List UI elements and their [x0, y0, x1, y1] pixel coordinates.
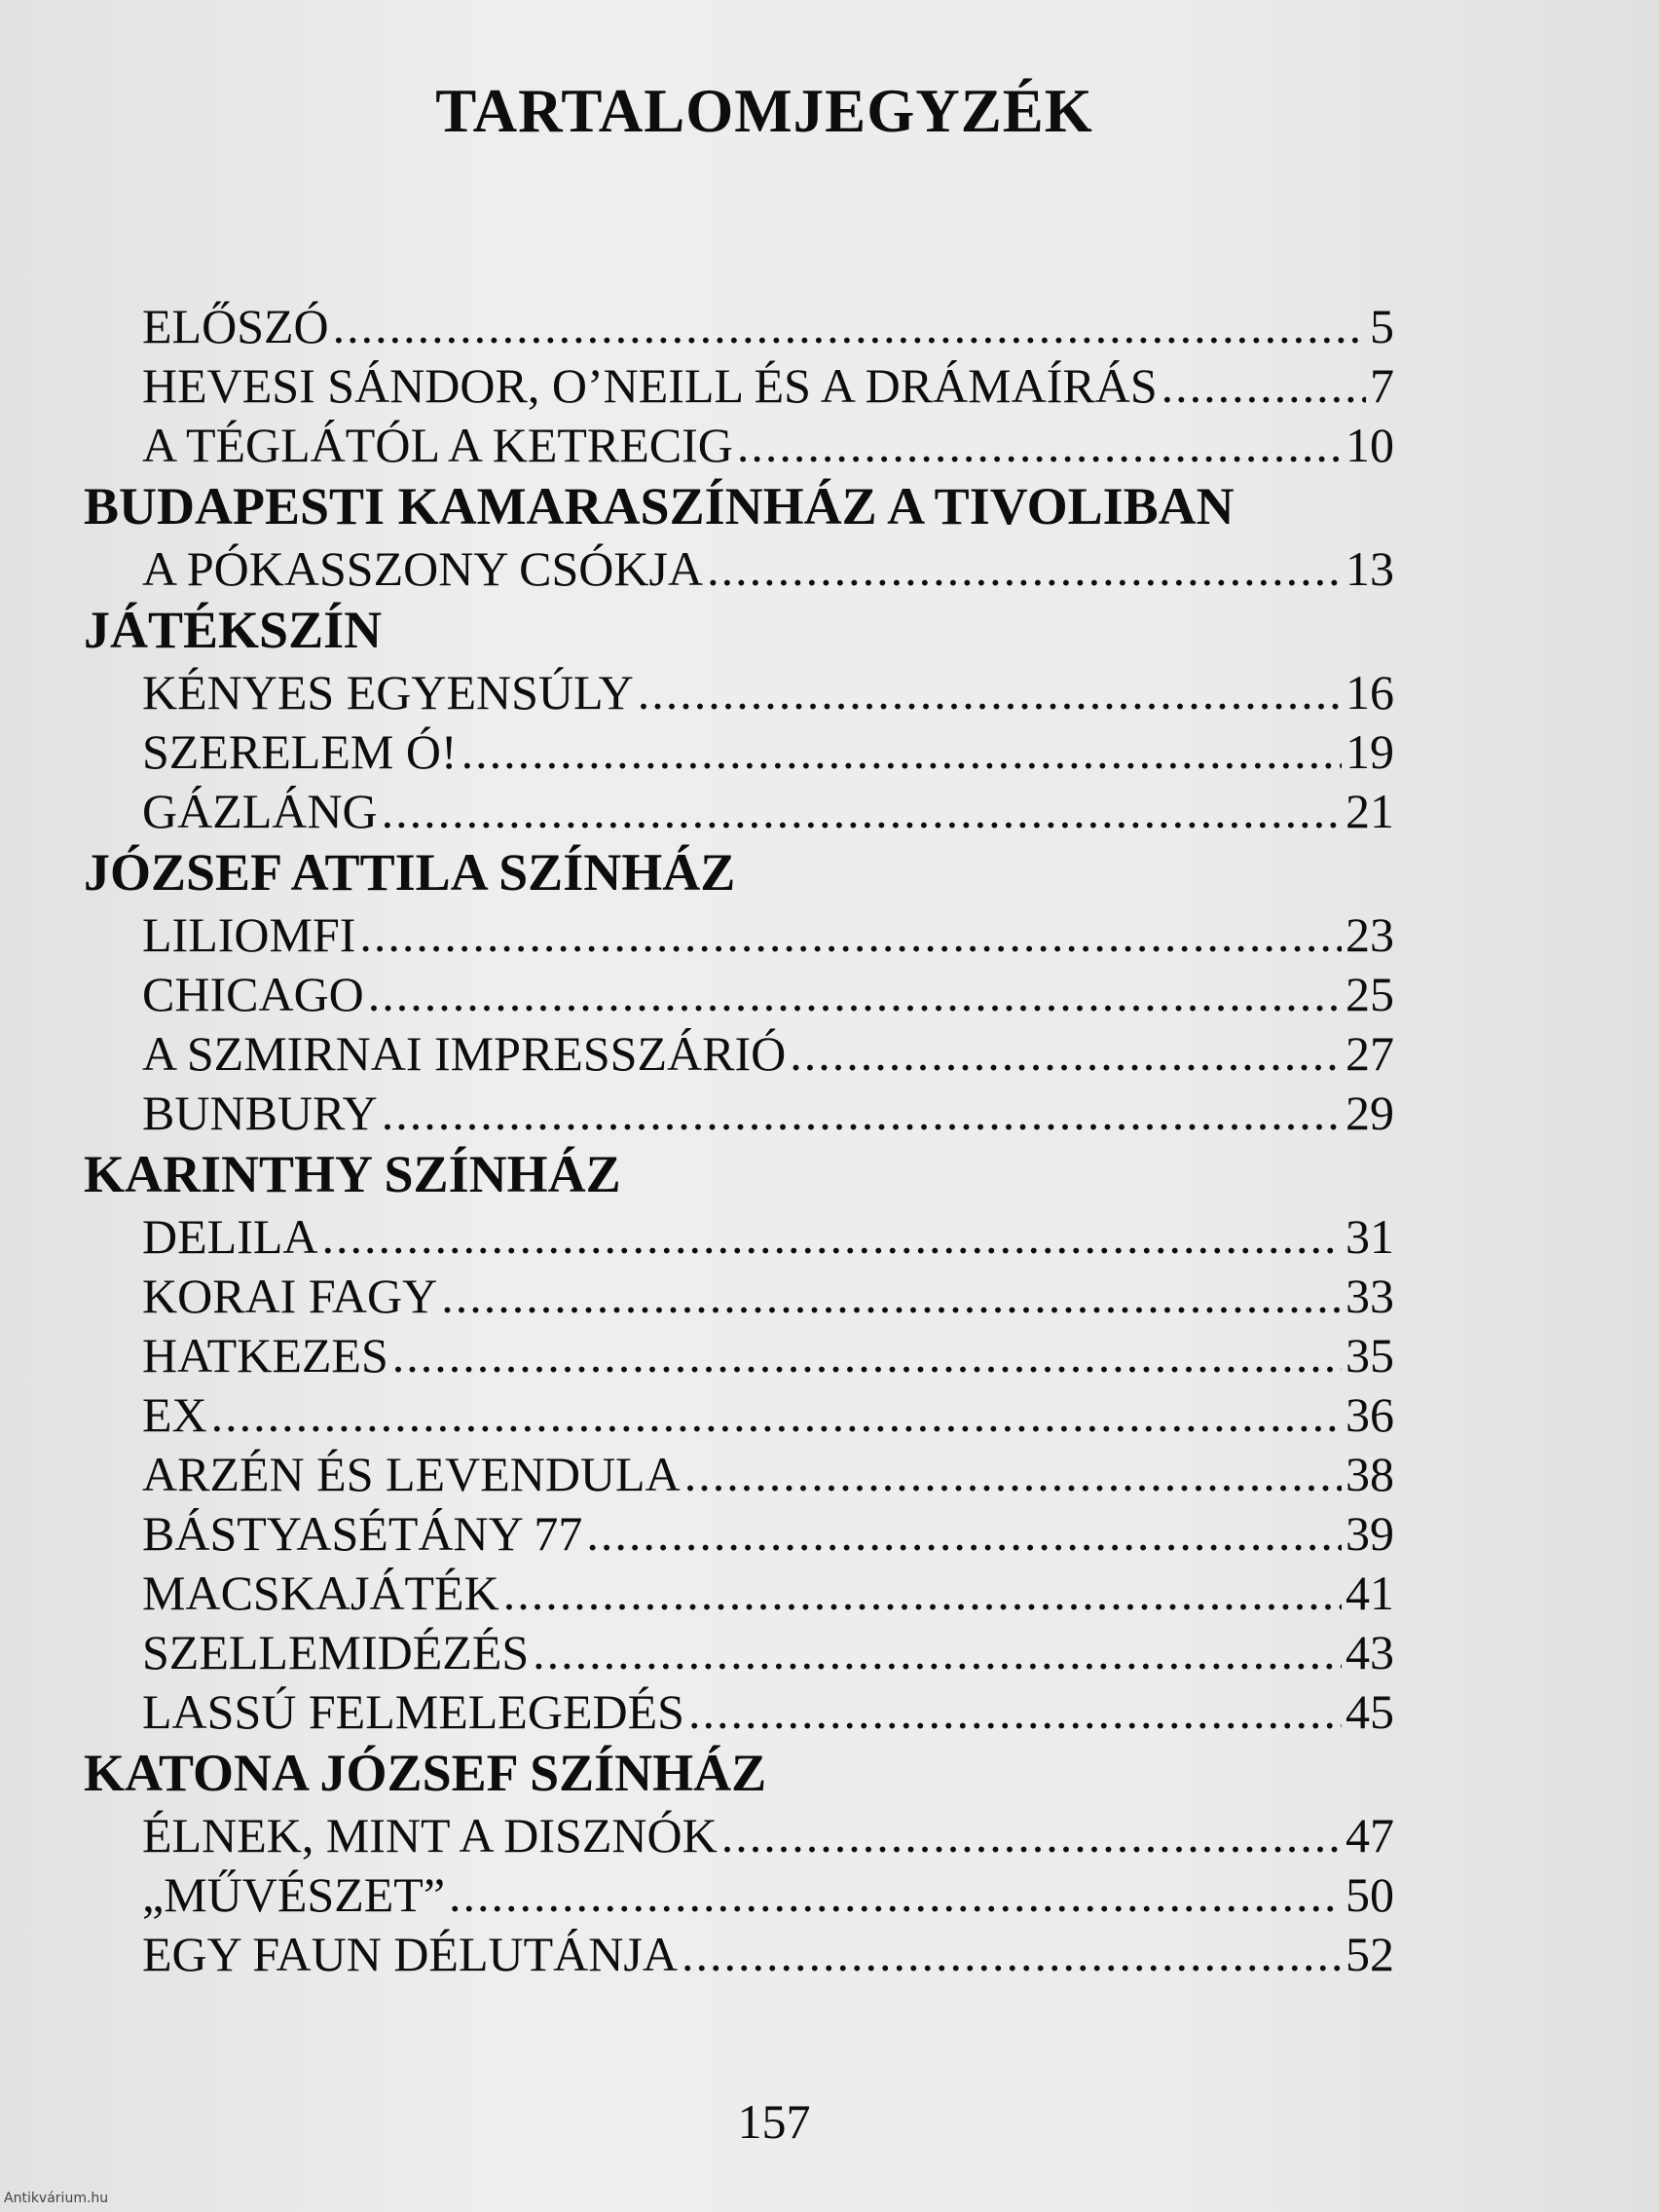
entry-page-number: 36: [1346, 1387, 1394, 1442]
section-title: BUDAPESTI KAMARASZÍNHÁZ A TIVOLIBAN: [84, 477, 1235, 535]
toc-section-heading: [84, 1144, 1394, 1208]
dot-leader: [638, 664, 1342, 720]
toc-entry: [84, 1386, 1394, 1446]
dot-leader: [737, 417, 1342, 473]
entry-page-number: 29: [1346, 1086, 1394, 1140]
entry-page-number: 5: [1370, 299, 1394, 353]
section-title: KARINTHY SZÍNHÁZ: [84, 1145, 621, 1203]
dot-leader: [461, 723, 1342, 780]
entry-page-number: 45: [1346, 1684, 1394, 1739]
toc-entry: [84, 723, 1394, 783]
toc-entry: [84, 966, 1394, 1025]
section-title: JÁTÉKSZÍN: [84, 601, 383, 659]
toc-entry: [84, 664, 1394, 723]
entry-page-number: 31: [1346, 1209, 1394, 1264]
dot-leader: [1161, 357, 1366, 414]
dot-leader: [503, 1565, 1342, 1621]
toc-section-heading: [84, 600, 1394, 664]
entry-title: GÁZLÁNG: [142, 784, 378, 838]
toc-entry: [84, 1327, 1394, 1386]
entry-title: EGY FAUN DÉLUTÁNJA: [142, 1927, 678, 1981]
toc-entry: [84, 1624, 1394, 1683]
entry-title: BUNBURY: [142, 1086, 378, 1140]
entry-page-number: 19: [1346, 724, 1394, 779]
dot-leader: [721, 1807, 1342, 1863]
section-title: JÓZSEF ATTILA SZÍNHÁZ: [84, 843, 736, 902]
section-title: KATONA JÓZSEF SZÍNHÁZ: [84, 1744, 767, 1802]
dot-leader: [322, 1208, 1343, 1265]
dot-leader: [586, 1505, 1342, 1562]
toc-entry: [84, 417, 1394, 476]
toc-entry: [84, 540, 1394, 600]
entry-title: SZERELEM Ó!: [142, 724, 458, 779]
toc-section-heading: [84, 842, 1394, 906]
dot-leader: [707, 540, 1342, 597]
entry-page-number: 47: [1346, 1808, 1394, 1862]
entry-title: ÉLNEK, MINT A DISZNÓK: [142, 1808, 718, 1862]
entry-title: DELILA: [142, 1209, 318, 1264]
toc-entry: [84, 1208, 1394, 1268]
dot-leader: [211, 1386, 1342, 1443]
toc-entry: [84, 1268, 1394, 1327]
toc-entry: [84, 1565, 1394, 1624]
entry-title: CHICAGO: [142, 967, 364, 1021]
dot-leader: [441, 1268, 1342, 1324]
entry-page-number: 39: [1346, 1506, 1394, 1561]
entry-page-number: 33: [1346, 1269, 1394, 1323]
entry-title: EX: [142, 1387, 207, 1442]
entry-title: LILIOMFI: [142, 907, 356, 962]
toc-entry: [84, 783, 1394, 842]
entry-title: „MŰVÉSZET”: [142, 1867, 446, 1922]
entry-title: A SZMIRNAI IMPRESSZÁRIÓ: [142, 1026, 787, 1081]
entry-page-number: 13: [1346, 541, 1394, 596]
toc-entry: [84, 1807, 1394, 1866]
dot-leader: [392, 1327, 1342, 1383]
entry-page-number: 52: [1346, 1927, 1394, 1981]
dot-leader: [382, 1085, 1342, 1141]
page-number: 157: [737, 2094, 811, 2149]
entry-title: HEVESI SÁNDOR, O’NEILL ÉS A DRÁMAÍRÁS: [142, 358, 1158, 413]
dot-leader: [533, 1624, 1342, 1680]
toc-entry: [84, 906, 1394, 966]
entry-page-number: 41: [1346, 1566, 1394, 1620]
entry-title: HATKEZES: [142, 1328, 388, 1382]
entry-page-number: 43: [1346, 1625, 1394, 1679]
entry-title: KÉNYES EGYENSÚLY: [142, 665, 634, 719]
entry-page-number: 23: [1346, 907, 1394, 962]
dot-leader: [684, 1446, 1342, 1502]
toc-section-heading: [84, 476, 1394, 540]
toc-entry: [84, 1446, 1394, 1505]
entry-page-number: 7: [1370, 358, 1394, 413]
toc-entry: [84, 298, 1394, 357]
entry-title: A PÓKASSZONY CSÓKJA: [142, 541, 704, 596]
entry-title: SZELLEMIDÉZÉS: [142, 1625, 530, 1679]
toc-section-heading: [84, 1743, 1394, 1807]
toc-entry: [84, 357, 1394, 417]
dot-leader: [333, 298, 1366, 354]
entry-title: ELŐSZÓ: [142, 299, 329, 353]
dot-leader: [382, 783, 1342, 839]
dot-leader: [359, 906, 1342, 963]
entry-page-number: 27: [1346, 1026, 1394, 1081]
entry-page-number: 16: [1346, 665, 1394, 719]
entry-title: KORAI FAGY: [142, 1269, 438, 1323]
entry-title: LASSÚ FELMELEGEDÉS: [142, 1684, 684, 1739]
entry-title: ARZÉN ÉS LEVENDULA: [142, 1447, 681, 1501]
dot-leader: [682, 1926, 1342, 1982]
dot-leader: [449, 1866, 1342, 1923]
entry-page-number: 50: [1346, 1867, 1394, 1922]
entry-page-number: 38: [1346, 1447, 1394, 1501]
watermark-label: Antikvárium.hu: [4, 2191, 109, 2206]
toc-entry: [84, 1025, 1394, 1085]
entry-page-number: 35: [1346, 1328, 1394, 1382]
dot-leader: [368, 966, 1342, 1022]
toc-entry: [84, 1085, 1394, 1144]
toc-entry: [84, 1683, 1394, 1743]
entry-title: MACSKAJÁTÉK: [142, 1566, 499, 1620]
table-of-contents: [84, 298, 1394, 1985]
page-title: TARTALOMJEGYZÉK: [435, 77, 1093, 145]
toc-entry: [84, 1926, 1394, 1985]
toc-entry: [84, 1866, 1394, 1926]
toc-entry: [84, 1505, 1394, 1565]
entry-title: BÁSTYASÉTÁNY 77: [142, 1506, 583, 1561]
dot-leader: [790, 1025, 1342, 1082]
entry-page-number: 21: [1346, 784, 1394, 838]
entry-page-number: 10: [1346, 418, 1394, 472]
entry-page-number: 25: [1346, 967, 1394, 1021]
entry-title: A TÉGLÁTÓL A KETRECIG: [142, 418, 733, 472]
dot-leader: [688, 1683, 1342, 1740]
